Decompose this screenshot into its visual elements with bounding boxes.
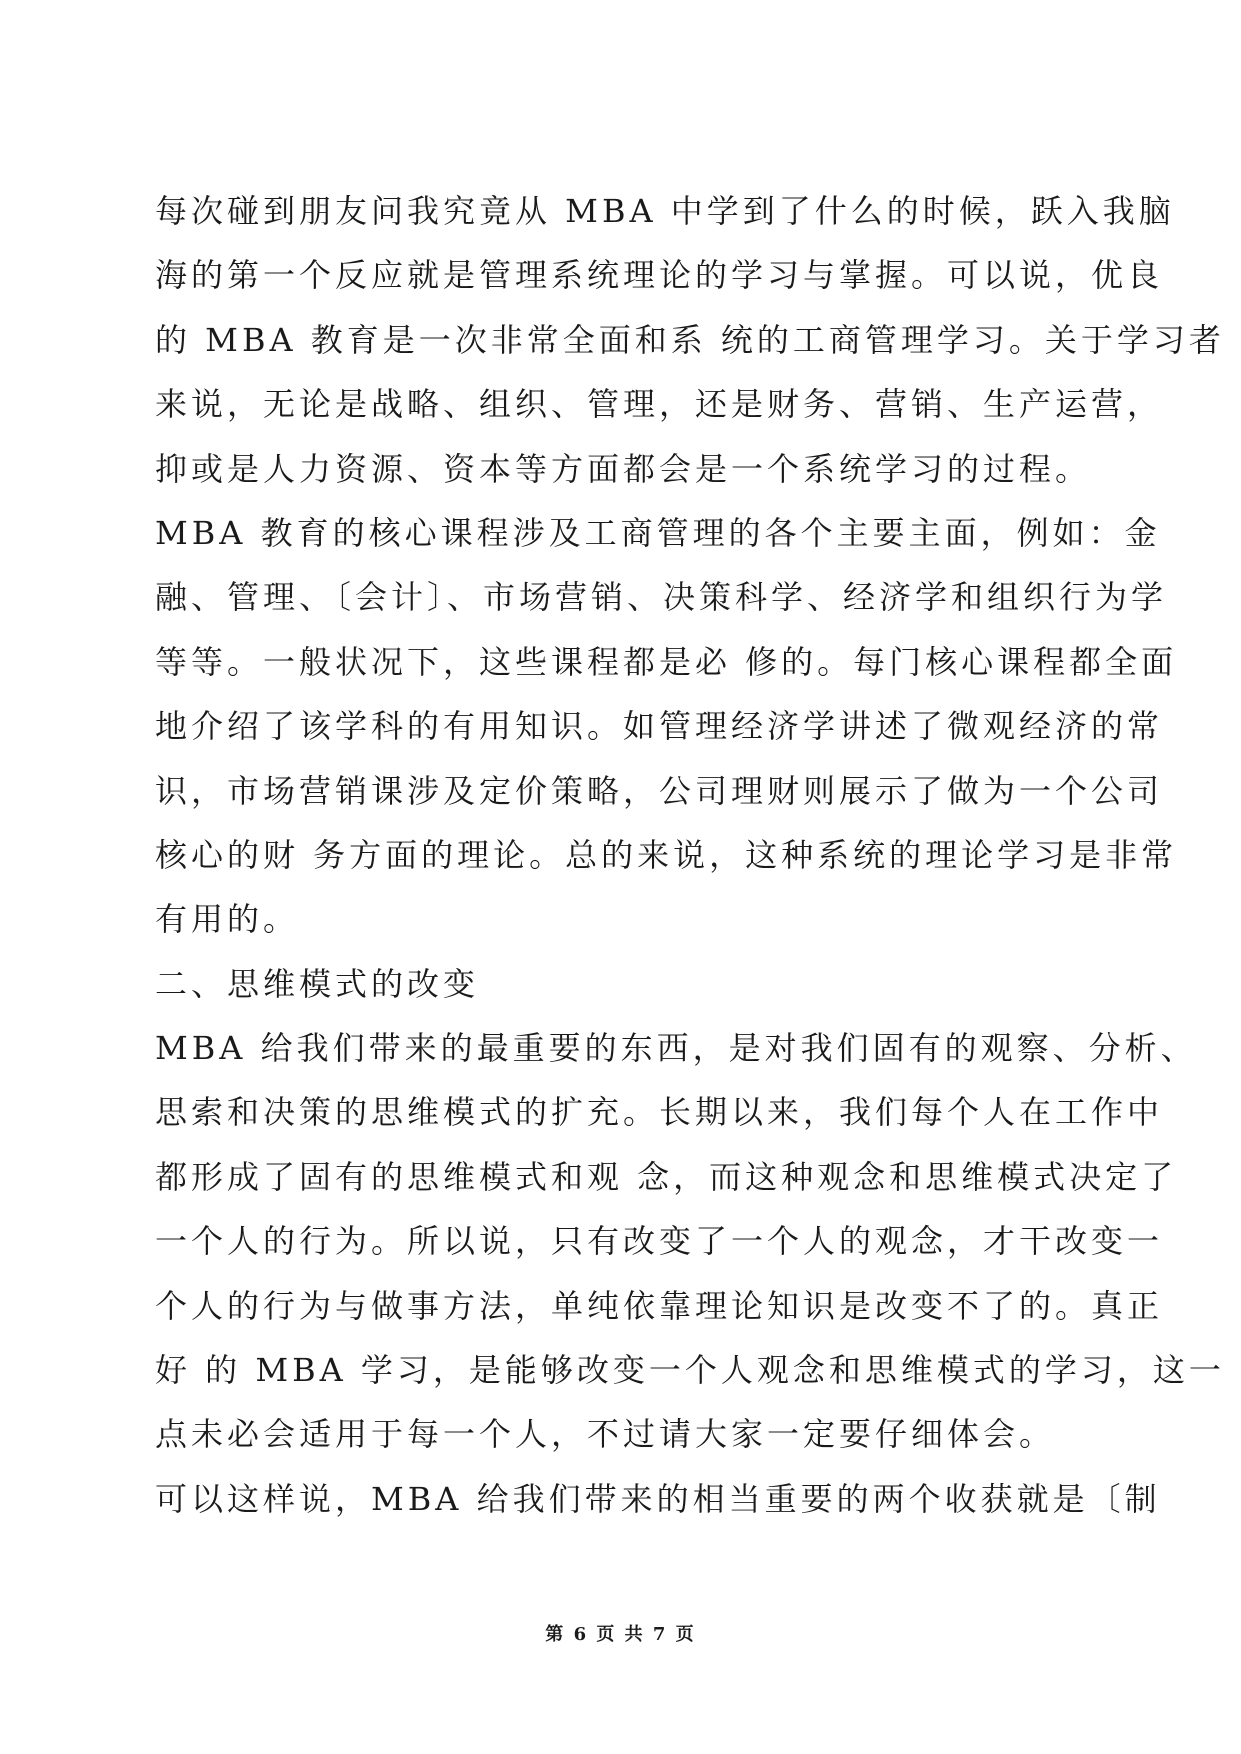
- text-line: 都形成了固有的思维模式和观 念，而这种观念和思维模式决定了: [155, 1157, 1178, 1196]
- text-line: MBA 给我们带来的最重要的东西，是对我们固有的观察、分析、: [155, 1029, 1197, 1068]
- text-line: 地介绍了该学科的有用知识。如管理经济学讲述了微观经济的常: [155, 707, 1164, 746]
- text-line: 一个人的行为。所以说，只有改变了一个人的观念，才干改变一: [155, 1222, 1164, 1261]
- text-line: 抑或是人力资源、资本等方面都会是一个系统学习的过程。: [155, 449, 1092, 488]
- text-line: 好 的 MBA 学习，是能够改变一个人观念和思维模式的学习，这一: [155, 1351, 1225, 1390]
- text-line: 核心的财 务方面的理论。总的来说，这种系统的理论学习是非常: [155, 835, 1178, 874]
- text-line: 点未必会适用于每一个人，不过请大家一定要仔细体会。: [155, 1415, 1056, 1454]
- text-line: 思索和决策的思维模式的扩充。长期以来，我们每个人在工作中: [155, 1093, 1164, 1132]
- text-line: MBA 教育的核心课程涉及工商管理的各个主要主面，例如：金: [155, 513, 1161, 552]
- text-line: 来说，无论是战略、组织、管理，还是财务、营销、生产运营，: [155, 385, 1164, 424]
- text-line: 等等。一般状况下，这些课程都是必 修的。每门核心课程都全面: [155, 642, 1178, 681]
- text-line: 海的第一个反应就是管理系统理论的学习与掌握。可以说，优良: [155, 256, 1164, 295]
- text-line: 融、管理、〔会计〕、市场营销、决策科学、经济学和组织行为学: [155, 578, 1168, 617]
- text-line: 有用的。: [155, 900, 300, 939]
- text-line: 的 MBA 教育是一次非常全面和系 统的工商管理学习。关于学习者: [155, 320, 1225, 359]
- text-line: 每次碰到朋友问我究竟从 MBA 中学到了什么的时候，跃入我脑: [155, 192, 1175, 230]
- section-heading: 二、思维模式的改变: [155, 964, 480, 1003]
- text-line: 识，市场营销课涉及定价策略，公司理财则展示了做为一个公司: [155, 771, 1164, 810]
- document-body: [155, 186, 1225, 1538]
- page-number: 第 6 页 共 7 页: [545, 1624, 696, 1645]
- text-line: 可以这样说，MBA 给我们带来的相当重要的两个收获就是〔制: [155, 1479, 1161, 1518]
- text-line: 个人的行为与做事方法，单纯依靠理论知识是改变不了的。真正: [155, 1286, 1164, 1325]
